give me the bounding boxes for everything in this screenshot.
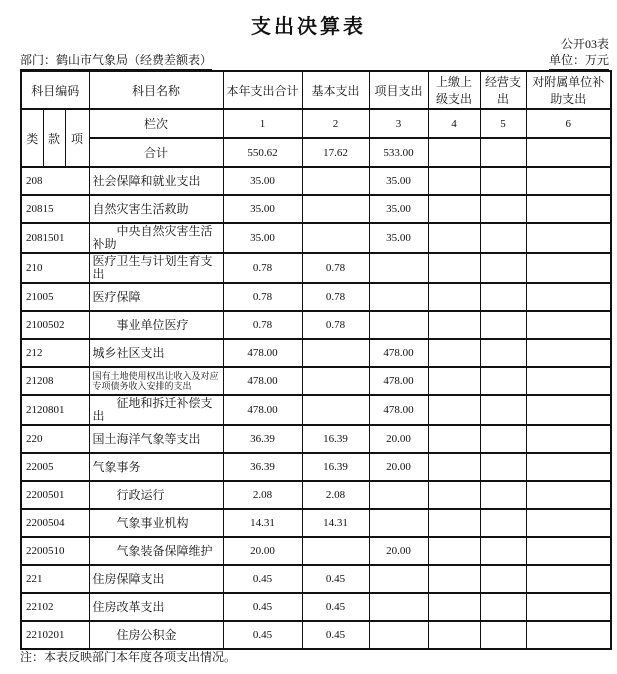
col-header-subsidy: 对附属单位补助支出 bbox=[526, 71, 611, 109]
table-row bbox=[21, 537, 611, 565]
lanci-cell: 5 bbox=[480, 109, 526, 138]
value-cell bbox=[526, 509, 611, 537]
table-row bbox=[21, 195, 611, 223]
value-cell bbox=[526, 223, 611, 253]
value-cell bbox=[369, 565, 428, 593]
value-cell bbox=[480, 565, 526, 593]
grand-total-value bbox=[526, 138, 611, 167]
value-cell: 478.00 bbox=[369, 339, 428, 367]
value-cell bbox=[526, 621, 611, 649]
value-cell bbox=[526, 253, 611, 283]
value-cell bbox=[369, 593, 428, 621]
value-cell bbox=[526, 537, 611, 565]
subject-name: 国有土地使用权出让收入及对应专项债务收入安排的支出 bbox=[89, 367, 223, 395]
table-row bbox=[21, 395, 611, 425]
col-header-project: 项目支出 bbox=[369, 71, 428, 109]
value-cell: 0.45 bbox=[302, 565, 369, 593]
subject-name: 气象事务 bbox=[89, 453, 223, 481]
value-cell bbox=[480, 621, 526, 649]
value-cell bbox=[428, 339, 480, 367]
value-cell: 0.45 bbox=[223, 593, 302, 621]
subject-name: 气象事业机构 bbox=[89, 509, 223, 537]
table-row bbox=[21, 167, 611, 195]
value-cell bbox=[369, 621, 428, 649]
value-cell: 0.45 bbox=[223, 565, 302, 593]
grand-total-value bbox=[480, 138, 526, 167]
lanci-cell: 1 bbox=[223, 109, 302, 138]
grand-total-value: 17.62 bbox=[302, 138, 369, 167]
col-sub-class: 类 bbox=[21, 109, 43, 167]
value-cell: 35.00 bbox=[223, 167, 302, 195]
value-cell bbox=[302, 223, 369, 253]
table-row bbox=[21, 593, 611, 621]
subject-code: 21005 bbox=[21, 283, 89, 311]
value-cell bbox=[428, 425, 480, 453]
value-cell bbox=[526, 167, 611, 195]
subject-code: 2081501 bbox=[21, 223, 89, 253]
grand-total-row bbox=[21, 138, 611, 167]
value-cell bbox=[428, 453, 480, 481]
table-row bbox=[21, 311, 611, 339]
value-cell bbox=[302, 195, 369, 223]
value-cell: 35.00 bbox=[369, 195, 428, 223]
subject-code: 2200510 bbox=[21, 537, 89, 565]
lanci-cell: 4 bbox=[428, 109, 480, 138]
table-row bbox=[21, 481, 611, 509]
table-row bbox=[21, 453, 611, 481]
value-cell bbox=[526, 195, 611, 223]
table-row bbox=[21, 509, 611, 537]
value-cell bbox=[526, 425, 611, 453]
subject-name: 社会保障和就业支出 bbox=[89, 167, 223, 195]
value-cell bbox=[428, 565, 480, 593]
value-cell bbox=[302, 339, 369, 367]
value-cell bbox=[428, 367, 480, 395]
value-cell bbox=[480, 425, 526, 453]
value-cell: 0.78 bbox=[302, 283, 369, 311]
table-row bbox=[21, 565, 611, 593]
value-cell: 20.00 bbox=[369, 425, 428, 453]
value-cell bbox=[428, 223, 480, 253]
value-cell bbox=[480, 223, 526, 253]
value-cell bbox=[369, 253, 428, 283]
table-row bbox=[21, 253, 611, 283]
subject-code: 210 bbox=[21, 253, 89, 283]
value-cell bbox=[526, 339, 611, 367]
subject-name: 住房公积金 bbox=[89, 621, 223, 649]
value-cell bbox=[428, 509, 480, 537]
value-cell: 36.39 bbox=[223, 425, 302, 453]
subject-code: 2210201 bbox=[21, 621, 89, 649]
subject-name: 行政运行 bbox=[89, 481, 223, 509]
value-cell: 35.00 bbox=[223, 195, 302, 223]
value-cell: 16.39 bbox=[302, 425, 369, 453]
col-header-operating: 经营支出 bbox=[480, 71, 526, 109]
value-cell bbox=[480, 395, 526, 425]
department-label: 部门：鹤山市气象局（经费差额表） bbox=[20, 51, 212, 70]
value-cell: 478.00 bbox=[223, 367, 302, 395]
subject-name: 住房改革支出 bbox=[89, 593, 223, 621]
value-cell: 0.45 bbox=[302, 621, 369, 649]
subject-code: 208 bbox=[21, 167, 89, 195]
subject-code: 22102 bbox=[21, 593, 89, 621]
value-cell bbox=[369, 311, 428, 339]
value-cell bbox=[526, 453, 611, 481]
subject-code: 220 bbox=[21, 425, 89, 453]
value-cell bbox=[480, 593, 526, 621]
col-header-subject-name: 科目名称 bbox=[89, 71, 223, 109]
value-cell: 0.78 bbox=[302, 253, 369, 283]
subject-name: 自然灾害生活救助 bbox=[89, 195, 223, 223]
value-cell: 0.45 bbox=[302, 593, 369, 621]
value-cell bbox=[480, 167, 526, 195]
subject-code: 2120801 bbox=[21, 395, 89, 425]
value-cell bbox=[369, 283, 428, 311]
value-cell: 20.00 bbox=[369, 453, 428, 481]
value-cell: 20.00 bbox=[223, 537, 302, 565]
col-sub-item: 项 bbox=[65, 109, 89, 167]
value-cell bbox=[526, 593, 611, 621]
value-cell bbox=[526, 481, 611, 509]
value-cell: 20.00 bbox=[369, 537, 428, 565]
table-row bbox=[21, 223, 611, 253]
value-cell: 16.39 bbox=[302, 453, 369, 481]
value-cell bbox=[428, 621, 480, 649]
lanci-cell: 3 bbox=[369, 109, 428, 138]
subject-name: 城乡社区支出 bbox=[89, 339, 223, 367]
col-header-upper-level: 上缴上级支出 bbox=[428, 71, 480, 109]
value-cell bbox=[480, 453, 526, 481]
table-row bbox=[21, 339, 611, 367]
value-cell bbox=[369, 481, 428, 509]
value-cell bbox=[526, 565, 611, 593]
value-cell bbox=[480, 537, 526, 565]
value-cell bbox=[302, 395, 369, 425]
value-cell bbox=[480, 283, 526, 311]
subject-name: 医疗卫生与计划生育支出 bbox=[89, 253, 223, 283]
value-cell bbox=[428, 593, 480, 621]
value-cell bbox=[428, 253, 480, 283]
value-cell: 35.00 bbox=[369, 223, 428, 253]
value-cell: 36.39 bbox=[223, 453, 302, 481]
subject-code: 2100502 bbox=[21, 311, 89, 339]
header-row-lanci bbox=[21, 109, 611, 138]
value-cell bbox=[428, 537, 480, 565]
expenditure-table bbox=[20, 70, 612, 650]
subject-code: 21208 bbox=[21, 367, 89, 395]
subject-name: 国土海洋气象等支出 bbox=[89, 425, 223, 453]
subject-name: 事业单位医疗 bbox=[89, 311, 223, 339]
value-cell bbox=[526, 283, 611, 311]
value-cell bbox=[302, 367, 369, 395]
unit-label: 单位：万元 bbox=[549, 51, 609, 70]
grand-total-value: 550.62 bbox=[223, 138, 302, 167]
value-cell bbox=[480, 311, 526, 339]
table-row bbox=[21, 621, 611, 649]
page-title: 支出决算表 bbox=[251, 16, 366, 38]
header-row-1 bbox=[21, 71, 611, 109]
subject-code: 212 bbox=[21, 339, 89, 367]
value-cell bbox=[480, 195, 526, 223]
table-code-label: 公开03表 bbox=[560, 37, 609, 51]
col-header-total: 本年支出合计 bbox=[223, 71, 302, 109]
grand-total-value bbox=[428, 138, 480, 167]
subject-code: 22005 bbox=[21, 453, 89, 481]
value-cell bbox=[480, 253, 526, 283]
subject-code: 221 bbox=[21, 565, 89, 593]
value-cell: 2.08 bbox=[223, 481, 302, 509]
subject-code: 2200501 bbox=[21, 481, 89, 509]
value-cell bbox=[428, 167, 480, 195]
subject-name: 征地和拆迁补偿支出 bbox=[89, 395, 223, 425]
value-cell: 14.31 bbox=[223, 509, 302, 537]
value-cell bbox=[480, 509, 526, 537]
value-cell bbox=[480, 339, 526, 367]
table-row bbox=[21, 283, 611, 311]
value-cell bbox=[428, 481, 480, 509]
value-cell bbox=[428, 395, 480, 425]
value-cell: 478.00 bbox=[223, 339, 302, 367]
value-cell bbox=[526, 367, 611, 395]
subject-name: 医疗保障 bbox=[89, 283, 223, 311]
value-cell: 0.45 bbox=[223, 621, 302, 649]
value-cell: 35.00 bbox=[223, 223, 302, 253]
value-cell: 0.78 bbox=[223, 311, 302, 339]
col-sub-section: 款 bbox=[43, 109, 65, 167]
lanci-cell: 2 bbox=[302, 109, 369, 138]
value-cell bbox=[428, 195, 480, 223]
value-cell: 14.31 bbox=[302, 509, 369, 537]
table-row bbox=[21, 367, 611, 395]
subject-code: 20815 bbox=[21, 195, 89, 223]
subject-name: 气象装备保障维护 bbox=[89, 537, 223, 565]
lanci-cell: 6 bbox=[526, 109, 611, 138]
subject-code: 2200504 bbox=[21, 509, 89, 537]
value-cell bbox=[526, 311, 611, 339]
value-cell: 478.00 bbox=[369, 395, 428, 425]
value-cell: 478.00 bbox=[223, 395, 302, 425]
value-cell: 2.08 bbox=[302, 481, 369, 509]
col-header-basic: 基本支出 bbox=[302, 71, 369, 109]
grand-total-value: 533.00 bbox=[369, 138, 428, 167]
value-cell: 478.00 bbox=[369, 367, 428, 395]
value-cell bbox=[480, 481, 526, 509]
value-cell: 35.00 bbox=[369, 167, 428, 195]
value-cell bbox=[302, 537, 369, 565]
table-row bbox=[21, 425, 611, 453]
value-cell bbox=[480, 367, 526, 395]
grand-total-label: 合计 bbox=[89, 138, 223, 167]
value-cell bbox=[369, 509, 428, 537]
lanci-label: 栏次 bbox=[89, 109, 223, 138]
value-cell: 0.78 bbox=[302, 311, 369, 339]
col-header-code-group: 科目编码 bbox=[21, 71, 89, 109]
value-cell bbox=[428, 311, 480, 339]
value-cell: 0.78 bbox=[223, 253, 302, 283]
value-cell bbox=[302, 167, 369, 195]
value-cell bbox=[526, 395, 611, 425]
subject-name: 中央自然灾害生活补助 bbox=[89, 223, 223, 253]
subject-name: 住房保障支出 bbox=[89, 565, 223, 593]
value-cell: 0.78 bbox=[223, 283, 302, 311]
footnote: 注：本表反映部门本年度各项支出情况。 bbox=[20, 650, 237, 664]
value-cell bbox=[428, 283, 480, 311]
